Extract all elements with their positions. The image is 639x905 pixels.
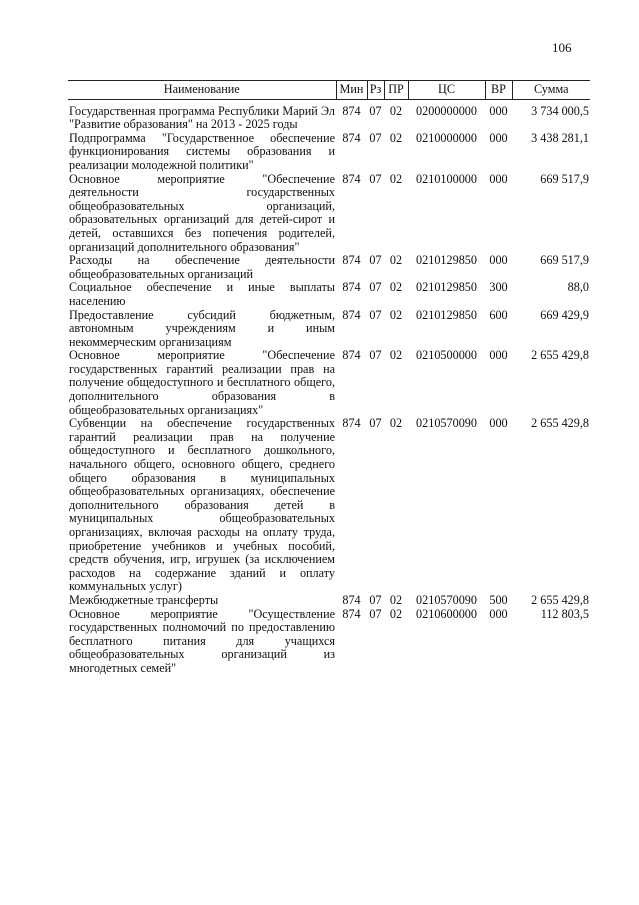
row-min: 874 <box>342 592 361 607</box>
row-cs: 0210100000 <box>416 171 477 186</box>
row-rz: 07 <box>369 171 382 186</box>
row-sum: 2 655 429,8 <box>531 348 589 363</box>
row-pr: 02 <box>389 253 403 268</box>
row-cs: 0210129850 <box>416 280 477 295</box>
col-header-pr: ПР <box>384 81 408 100</box>
row-min: 874 <box>342 606 361 621</box>
row-cs: 0210000000 <box>416 130 477 145</box>
row-sum: 3 438 281,1 <box>531 130 589 145</box>
row-pr: 02 <box>389 307 403 322</box>
col-header-min: Мин <box>336 81 367 100</box>
row-rz: 07 <box>369 307 382 322</box>
row-min: 874 <box>342 130 361 145</box>
row-name: Предоставление субсидий бюджетным, автономным учреждениям и иным некоммерческим организациям <box>69 307 335 349</box>
row-pr: 02 <box>389 592 403 607</box>
row-sum: 2 655 429,8 <box>531 416 589 431</box>
row-sum: 88,0 <box>567 280 589 295</box>
row-vr: 000 <box>489 606 508 621</box>
table-row <box>68 254 590 281</box>
row-rz: 07 <box>369 592 382 607</box>
row-cs: 0210129850 <box>416 253 477 268</box>
col-header-cs: ЦС <box>408 81 485 100</box>
row-min: 874 <box>342 103 361 118</box>
row-rz: 07 <box>369 606 382 621</box>
row-vr: 000 <box>489 130 508 145</box>
row-pr: 02 <box>389 606 403 621</box>
table-row <box>68 281 590 308</box>
row-name: Основное мероприятие "Обеспечение государственных гарантий реализации прав на получение общедоступного и бесплатного общего, дополнительного образования в общеобразовательных организациях" <box>69 348 335 417</box>
row-rz: 07 <box>369 348 382 363</box>
row-cs: 0210570090 <box>416 592 477 607</box>
row-cs: 0210570090 <box>416 416 477 431</box>
row-name: Основное мероприятие "Обеспечение деятельности государственных общеобразовательных организаций, образовательных организаций для детей-сирот и детей, оставшихся без попечения родителей, организаций дополнительного образования" <box>69 171 335 254</box>
row-min: 874 <box>342 348 361 363</box>
row-vr: 000 <box>489 171 508 186</box>
row-vr: 000 <box>489 416 508 431</box>
row-pr: 02 <box>389 416 403 431</box>
table-row <box>68 417 590 594</box>
row-vr: 000 <box>489 253 508 268</box>
row-name: Подпрограмма "Государственное обеспечение функционирования системы образования и реализации молодежной политики" <box>69 130 335 172</box>
row-name: Государственная программа Республики Марий Эл "Развитие образования" на 2013 - 2025 годы <box>69 103 335 132</box>
row-min: 874 <box>342 171 361 186</box>
col-header-rz: Рз <box>367 81 384 100</box>
row-sum: 669 517,9 <box>540 171 589 186</box>
row-sum: 669 517,9 <box>540 253 589 268</box>
row-name: Социальное обеспечение и иные выплаты населению <box>69 280 335 308</box>
table-row <box>68 349 590 417</box>
table-row <box>68 132 590 173</box>
row-vr: 500 <box>489 592 508 607</box>
budget-table <box>68 80 590 676</box>
row-vr: 600 <box>489 307 508 322</box>
page-number: 106 <box>552 40 572 55</box>
table-row <box>68 309 590 350</box>
row-vr: 000 <box>489 348 508 363</box>
row-rz: 07 <box>369 253 382 268</box>
row-pr: 02 <box>389 103 403 118</box>
table-row <box>68 594 590 608</box>
row-name: Расходы на обеспечение деятельности общеобразовательных организаций <box>69 253 335 281</box>
table-body <box>68 99 590 675</box>
row-pr: 02 <box>389 171 403 186</box>
table-header-row <box>68 81 590 100</box>
row-sum: 112 803,5 <box>540 606 589 621</box>
row-name: Основное мероприятие "Осуществление государственных полномочий по предоставлению бесплатного питания для учащихся общеобразовательных организаций из многодетных семей" <box>69 606 335 675</box>
row-pr: 02 <box>389 130 403 145</box>
row-name: Субвенции на обеспечение государственных гарантий реализации прав на получение общедоступного и бесплатного дошкольного, начального общего, основного общего, среднего общего образования в муниципальных общеобразовательных организациях, обеспечение дополнительного образования детей в муниципальных общеобразовательных организациях, включая расходы на оплату труда, приобретение учебников и учебных пособий, средств обучения, игр, игрушек (за исключением расходов на содержание зданий и оплату коммунальных услуг) <box>69 416 335 594</box>
row-vr: 000 <box>489 103 508 118</box>
row-min: 874 <box>342 307 361 322</box>
row-cs: 0210600000 <box>416 606 477 621</box>
row-rz: 07 <box>369 103 382 118</box>
row-min: 874 <box>342 253 361 268</box>
row-name: Межбюджетные трансферты <box>69 592 219 607</box>
row-vr: 300 <box>489 280 508 295</box>
col-header-vr: ВР <box>485 81 512 100</box>
row-rz: 07 <box>369 416 382 431</box>
col-header-name: Наименование <box>68 81 336 100</box>
row-rz: 07 <box>369 130 382 145</box>
row-sum: 669 429,9 <box>540 307 589 322</box>
row-min: 874 <box>342 416 361 431</box>
row-pr: 02 <box>389 348 403 363</box>
row-cs: 0210129850 <box>416 307 477 322</box>
table-row <box>68 608 590 676</box>
col-header-sum: Сумма <box>512 81 590 100</box>
row-sum: 3 734 000,5 <box>531 103 589 118</box>
row-pr: 02 <box>389 280 403 295</box>
row-cs: 0210500000 <box>416 348 477 363</box>
table-row <box>68 99 590 132</box>
row-rz: 07 <box>369 280 382 295</box>
row-sum: 2 655 429,8 <box>531 592 589 607</box>
table-row <box>68 173 590 255</box>
row-cs: 0200000000 <box>416 103 477 118</box>
row-min: 874 <box>342 280 361 295</box>
